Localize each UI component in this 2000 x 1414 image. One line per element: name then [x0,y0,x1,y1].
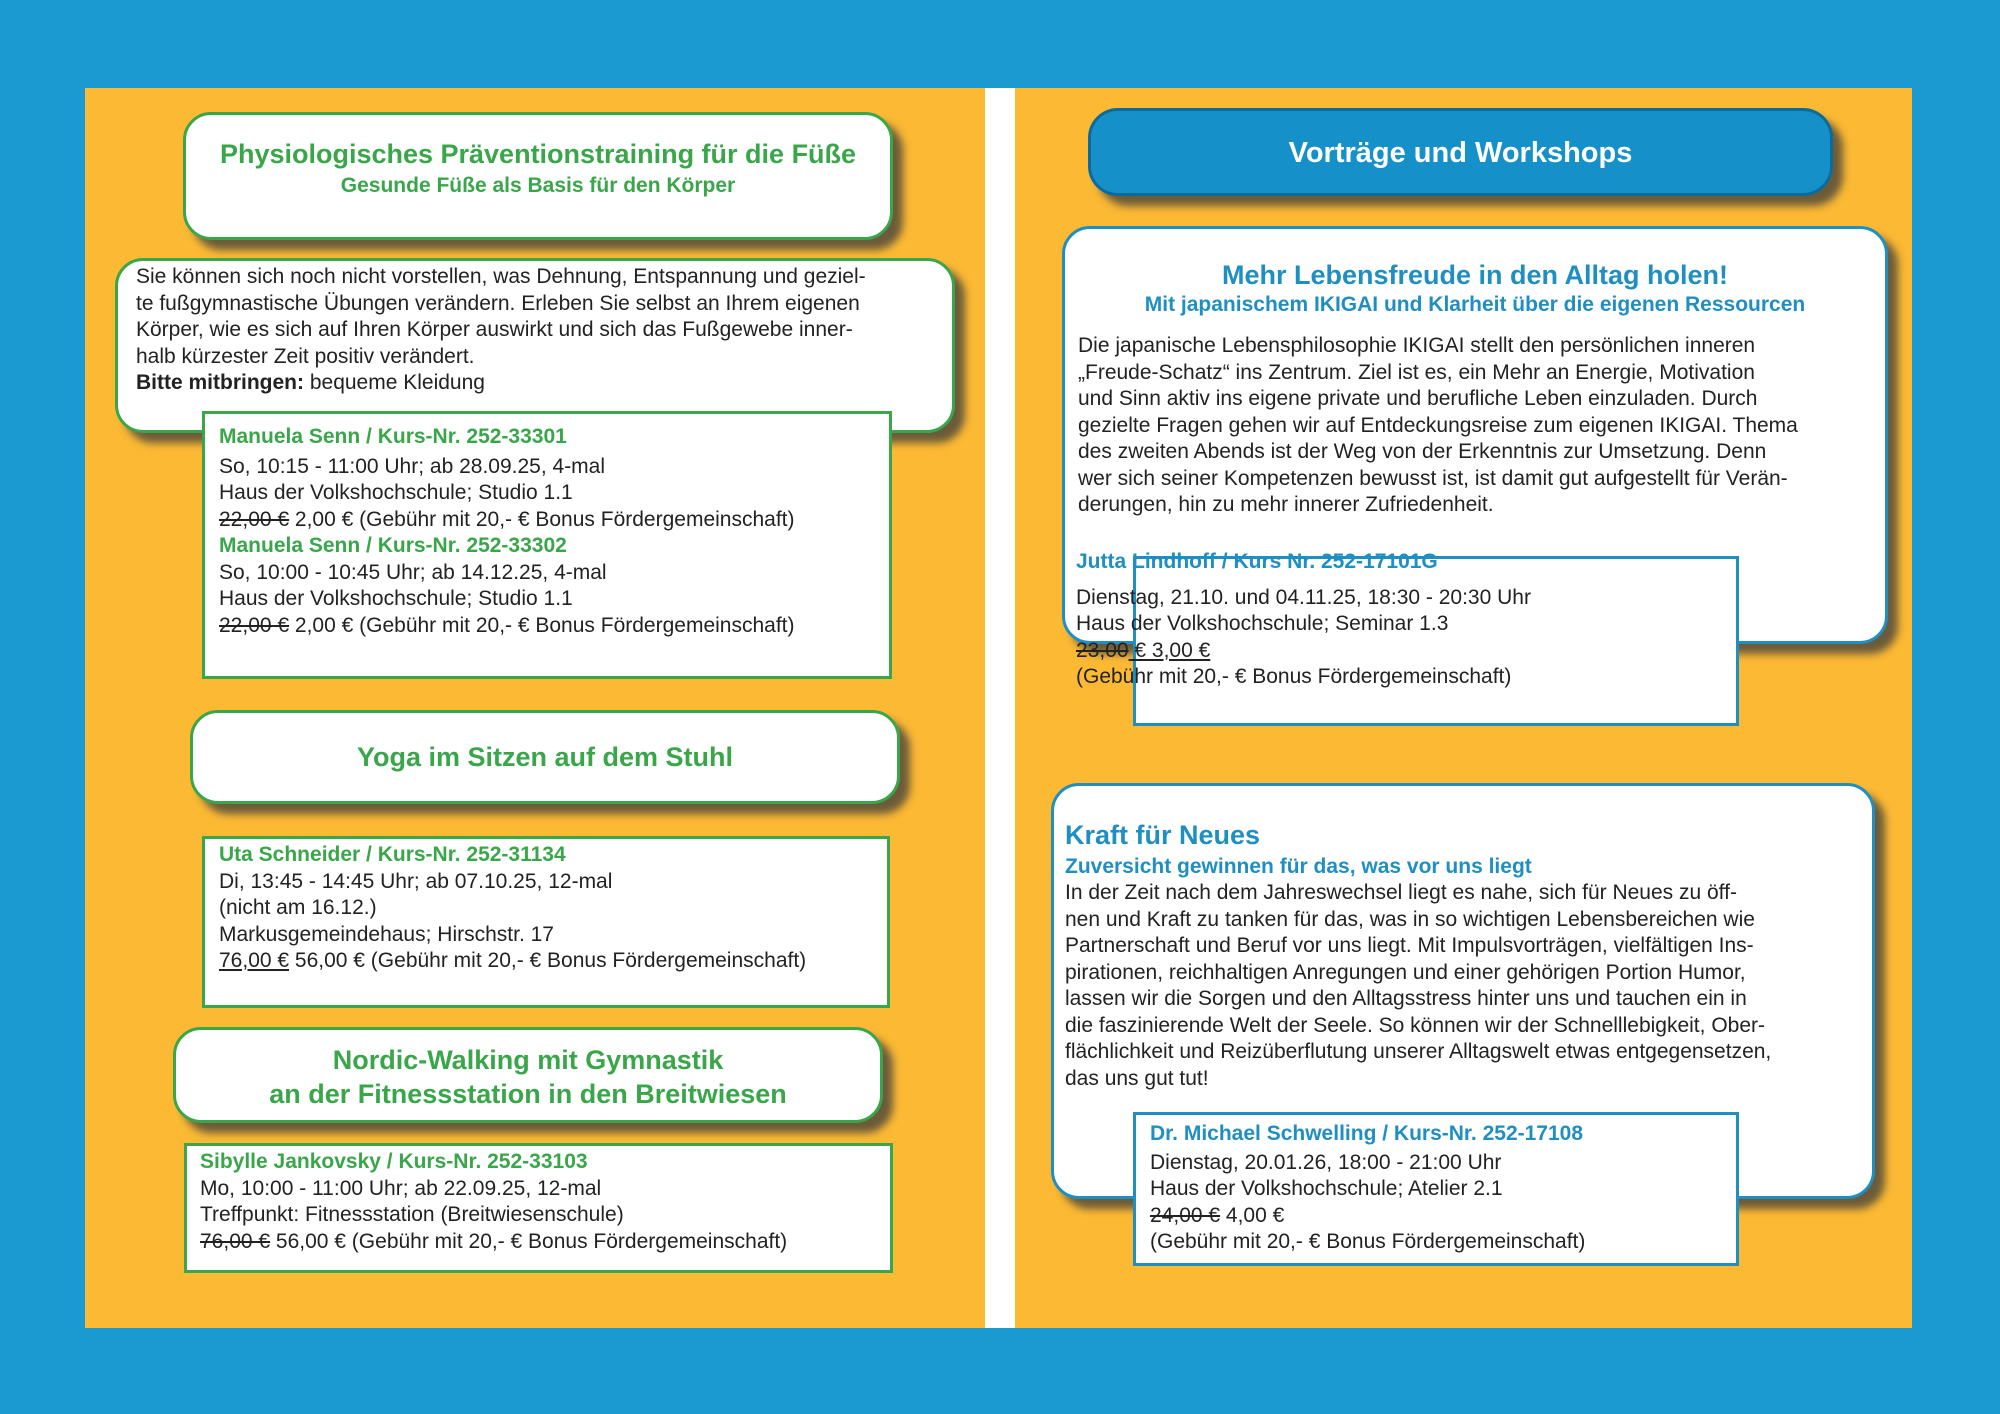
nordic-course-location: Treffpunkt: Fitnessstation (Breitwiesenschule) [200,1203,624,1226]
ikigai-desc-line: des zweiten Abends ist der Weg von der Erkenntnis zur Umsetzung. Denn [1078,440,1767,463]
kraft-desc-line: lassen wir die Sorgen und den Alltagsstress hinter uns und tauchen ein in [1065,987,1747,1010]
yoga-course-details [202,836,890,1008]
feet-course2-schedule: So, 10:00 - 10:45 Uhr; ab 14.12.25, 4-mal [219,560,607,584]
kraft-course-old-price: 24,00 € [1150,1203,1221,1227]
yoga-title: Yoga im Sitzen auf dem Stuhl [356,742,734,772]
kraft-desc-line: nen und Kraft zu tanken für das, was in so wichtigen Lebensbereichen wie [1065,907,1755,931]
nordic-course-details [184,1143,893,1273]
nordic-course-old-price: 76,00 € [200,1229,271,1253]
nordic-title-line2: an der Fitnessstation in den Breitwiesen [269,1079,787,1109]
ikigai-course-fee-note: (Gebühr mit 20,- € Bonus Fördergemeinschaft) [1076,665,1512,688]
kraft-title: Kraft für Neues [1065,820,1261,850]
ikigai-subtitle: Mit japanischem IKIGAI und Klarheit über die eigenen Ressourcen [1144,293,1806,316]
feet-desc-line: Sie können sich noch nicht vorstellen, was Dehnung, Entspannung und geziel- [136,265,866,288]
yoga-course-schedule: Di, 13:45 - 14:45 Uhr; ab 07.10.25, 12-mal [219,869,613,893]
kraft-desc-line: flächlichkeit und Reizüberflutung unserer Alltagswelt etwas entgegensetzen, [1065,1040,1772,1063]
ikigai-course-old-price: 23,00 [1076,638,1129,662]
feet-course1-schedule: So, 10:15 - 11:00 Uhr; ab 28.09.25, 4-mal [219,454,606,478]
feet-bring-value: bequeme Kleidung [304,371,485,394]
ikigai-course-details [1076,549,1776,691]
yoga-course-old-price: 76,00 € [219,949,290,972]
kraft-desc-line: das uns gut tut! [1065,1066,1209,1090]
feet-title: Physiologisches Präventionstraining für die Füße [219,139,857,169]
nordic-course-price: 56,00 € (Gebühr mit 20,- € Bonus Fördergemeinschaft) [270,1229,788,1253]
feet-course1-header: Manuela Senn / Kurs-Nr. 252-33301 [219,425,567,448]
feet-course2-header: Manuela Senn / Kurs-Nr. 252-33302 [219,534,567,557]
yoga-course-price: 56,00 € (Gebühr mit 20,- € Bonus Fördergemeinschaft) [289,949,807,972]
ikigai-course-location: Haus der Volkshochschule; Seminar 1.3 [1076,612,1449,635]
nordic-course-price-line [200,1229,890,1256]
ikigai-desc-line: „Freude-Schatz“ ins Zentrum. Ziel ist es, ein Mehr an Energie, Motivation [1078,360,1755,384]
ikigai-desc-line: derungen, hin zu mehr innerer Zufriedenheit. [1078,493,1494,516]
feet-description-box [115,258,955,433]
ikigai-course-schedule: Dienstag, 21.10. und 04.11.25, 18:30 - 20:30 Uhr [1076,585,1531,609]
yoga-title-box [190,710,900,804]
kraft-description [1065,880,1872,1092]
ikigai-desc-line: gezielte Fragen gehen wir auf Entdeckungsreise zum eigenen IKIGAI. Thema [1078,413,1798,437]
feet-subtitle: Gesunde Füße als Basis für den Körper [340,174,736,197]
feet-course2-old-price: 22,00 € [219,613,290,637]
yoga-course-price-line [219,948,887,975]
feet-bring-line [136,370,938,397]
feet-bring-label: Bitte mitbringen: [136,371,304,394]
ikigai-course-header: Jutta Lindhoff / Kurs Nr. 252-17101G [1076,550,1438,573]
feet-course1-old-price: 22,00 € [219,507,290,531]
nordic-title-line1: Nordic-Walking mit Gymnastik [332,1045,724,1075]
feet-course2-price-line [219,613,889,640]
yoga-course-header: Uta Schneider / Kurs-Nr. 252-31134 [219,843,566,866]
feet-course2-location: Haus der Volkshochschule; Studio 1.1 [219,587,573,610]
ikigai-desc-line: Die japanische Lebensphilosophie IKIGAI stellt den persönlichen inneren [1078,334,1756,357]
nordic-course-schedule: Mo, 10:00 - 11:00 Uhr; ab 22.09.25, 12-mal [200,1176,602,1200]
ikigai-desc-line: und Sinn aktiv ins eigene private und berufliche Leben einzuladen. Durch [1078,387,1758,410]
kraft-subtitle: Zuversicht gewinnen für das, was vor uns liegt [1065,855,1532,878]
feet-description [136,264,938,397]
feet-desc-line: halb kürzester Zeit positiv verändert. [136,344,475,368]
yoga-course-location: Markusgemeindehaus; Hirschstr. 17 [219,922,554,946]
feet-desc-line: Körper, wie es sich auf Ihren Körper auswirkt und sich das Fußgewebe inner- [136,318,853,341]
feet-title-box [183,112,893,240]
ikigai-title: Mehr Lebensfreude in den Alltag holen! [1221,260,1729,290]
feet-course1-price-line [219,507,889,534]
ikigai-description [1078,333,1885,519]
feet-course2-price: 2,00 € (Gebühr mit 20,- € Bonus Fördergemeinschaft) [289,613,795,637]
section-header [1088,108,1833,196]
feet-course1-price: 2,00 € (Gebühr mit 20,- € Bonus Fördergemeinschaft) [289,507,795,531]
yoga-course-note: (nicht am 16.12.) [219,896,377,919]
page-divider [985,88,1015,1328]
ikigai-desc-line: wer sich seiner Kompetenzen bewusst ist, ist damit gut aufgestellt für Verän- [1078,466,1788,490]
section-title: Vorträge und Workshops [1288,137,1633,169]
nordic-course-header: Sibylle Jankovsky / Kurs-Nr. 252-33103 [200,1150,588,1173]
kraft-course-schedule: Dienstag, 20.01.26, 18:00 - 21:00 Uhr [1150,1150,1502,1174]
kraft-desc-line: In der Zeit nach dem Jahreswechsel liegt es nahe, sich für Neues zu öff- [1065,881,1737,904]
ikigai-course-price-line [1076,638,1776,665]
kraft-course-price-line [1150,1203,1736,1230]
kraft-course-header: Dr. Michael Schwelling / Kurs-Nr. 252-17108 [1150,1122,1584,1145]
kraft-desc-line: pirationen, reichhaltigen Anregungen und einer gehörigen Portion Humor, [1065,960,1746,984]
kraft-course-location: Haus der Volkshochschule; Atelier 2.1 [1150,1177,1503,1200]
feet-desc-line: te fußgymnastische Übungen verändern. Erleben Sie selbst an Ihrem eigenen [136,291,860,315]
kraft-desc-line: die faszinierende Welt der Seele. So können wir der Schnelllebigkeit, Ober- [1065,1013,1765,1037]
kraft-course-price: 4,00 € [1220,1203,1285,1227]
kraft-course-details [1133,1112,1739,1266]
nordic-title-box [173,1027,883,1123]
feet-course-details [202,411,892,679]
kraft-desc-line: Partnerschaft und Beruf vor uns liegt. Mit Impulsvorträgen, vielfältigen Ins- [1065,934,1754,957]
kraft-course-fee-note: (Gebühr mit 20,- € Bonus Fördergemeinschaft) [1150,1230,1586,1253]
ikigai-course-price: € 3,00 € [1128,638,1211,662]
feet-course1-location: Haus der Volkshochschule; Studio 1.1 [219,481,573,504]
